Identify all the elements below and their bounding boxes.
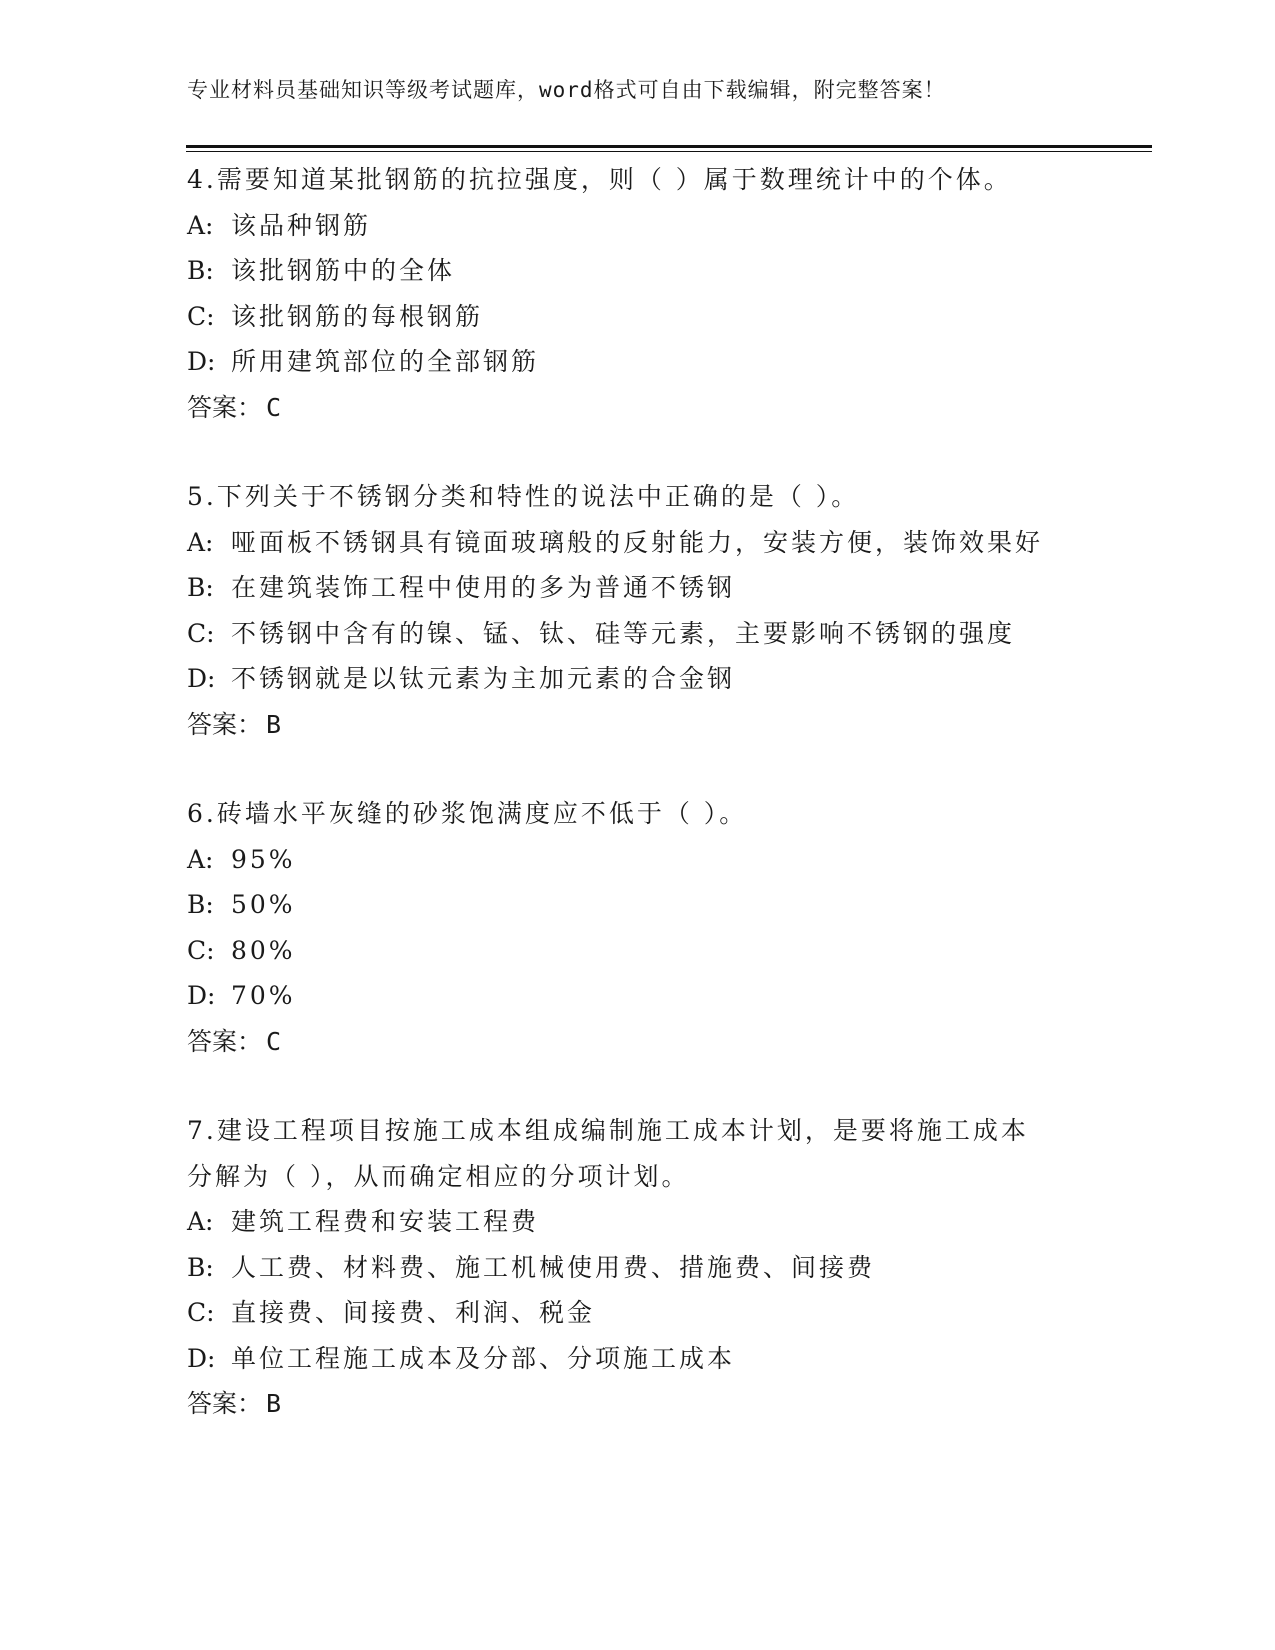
option-text: 人工费、材料费、施工机械使用费、措施费、间接费 — [231, 1252, 876, 1282]
option-text: 80% — [231, 935, 296, 965]
option-text: 50% — [231, 890, 296, 919]
answer-line — [187, 1381, 1087, 1427]
option-key: C: — [187, 1298, 215, 1327]
page-header: 专业材料员基础知识等级考试题库，word格式可自由下载编辑，附完整答案！ — [187, 78, 946, 102]
question-stem-line-2: 分解为（ ），从而确定相应的分项计划。 — [187, 1161, 690, 1191]
option-key: C: — [187, 618, 215, 648]
option-text: 该批钢筋中的全体 — [231, 256, 456, 285]
answer-line — [187, 385, 1087, 431]
option-b — [187, 565, 1087, 611]
option-key: B: — [187, 890, 214, 919]
option-key: C: — [187, 935, 215, 965]
option-d — [187, 973, 1087, 1019]
question-4 — [187, 157, 1087, 430]
answer-line — [187, 1019, 1087, 1065]
option-key: D: — [187, 981, 216, 1010]
option-key: A: — [187, 210, 214, 240]
option-key: B: — [187, 573, 214, 602]
option-b — [187, 882, 1087, 928]
option-text: 该批钢筋的每根钢筋 — [231, 301, 484, 331]
answer-label: 答案： — [187, 1026, 263, 1056]
option-text: 70% — [231, 981, 296, 1010]
header-rule-thin — [186, 151, 1152, 152]
answer-line — [187, 702, 1087, 748]
question-stem: 4.需要知道某批钢筋的抗拉强度，则（ ）属于数理统计中的个体。 — [187, 165, 1012, 194]
question-5 — [187, 474, 1087, 747]
answer-value: B — [266, 709, 282, 739]
option-a — [187, 203, 1087, 249]
option-text: 直接费、间接费、利润、税金 — [231, 1298, 596, 1327]
option-d — [187, 339, 1087, 385]
option-a — [187, 520, 1087, 566]
option-a — [187, 837, 1087, 883]
option-text: 单位工程施工成本及分部、分项施工成本 — [231, 1343, 736, 1373]
option-text: 不锈钢就是以钛元素为主加元素的合金钢 — [231, 664, 736, 693]
option-key: A: — [187, 844, 214, 874]
question-6 — [187, 791, 1087, 1064]
answer-label: 答案： — [187, 709, 263, 739]
option-text: 该品种钢筋 — [231, 210, 372, 240]
option-key: D: — [187, 664, 216, 693]
question-list — [187, 157, 1087, 1471]
answer-label: 答案： — [187, 1389, 263, 1418]
option-c — [187, 1290, 1087, 1336]
option-a — [187, 1199, 1087, 1245]
option-key: B: — [187, 1252, 214, 1282]
option-text: 在建筑装饰工程中使用的多为普通不锈钢 — [231, 573, 736, 602]
option-key: C: — [187, 301, 215, 331]
option-text: 95% — [231, 844, 296, 874]
option-key: D: — [187, 347, 216, 376]
option-key: A: — [187, 1207, 214, 1236]
option-b — [187, 1245, 1087, 1291]
option-b — [187, 248, 1087, 294]
option-text: 建筑工程费和安装工程费 — [231, 1207, 540, 1236]
question-stem: 6.砖墙水平灰缝的砂浆饱满度应不低于（ ）。 — [187, 799, 748, 828]
question-stem: 5.下列关于不锈钢分类和特性的说法中正确的是（ ）。 — [187, 482, 860, 511]
option-d — [187, 1336, 1087, 1382]
option-key: D: — [187, 1343, 216, 1373]
header-rule-thick — [186, 145, 1152, 148]
question-7 — [187, 1108, 1087, 1427]
answer-value: C — [266, 392, 282, 422]
option-c — [187, 928, 1087, 974]
option-c — [187, 294, 1087, 340]
answer-label: 答案： — [187, 392, 263, 422]
answer-value: C — [266, 1026, 282, 1056]
option-key: B: — [187, 256, 214, 285]
question-stem-line-1: 7.建设工程项目按施工成本组成编制施工成本计划，是要将施工成本 — [187, 1116, 1029, 1145]
option-text: 哑面板不锈钢具有镜面玻璃般的反射能力，安装方便，装饰效果好 — [231, 527, 1044, 557]
option-text: 不锈钢中含有的镍、锰、钛、硅等元素，主要影响不锈钢的强度 — [231, 618, 1016, 648]
answer-value: B — [266, 1389, 282, 1418]
option-text: 所用建筑部位的全部钢筋 — [231, 347, 540, 376]
option-d — [187, 656, 1087, 702]
option-key: A: — [187, 527, 214, 557]
option-c — [187, 611, 1087, 657]
